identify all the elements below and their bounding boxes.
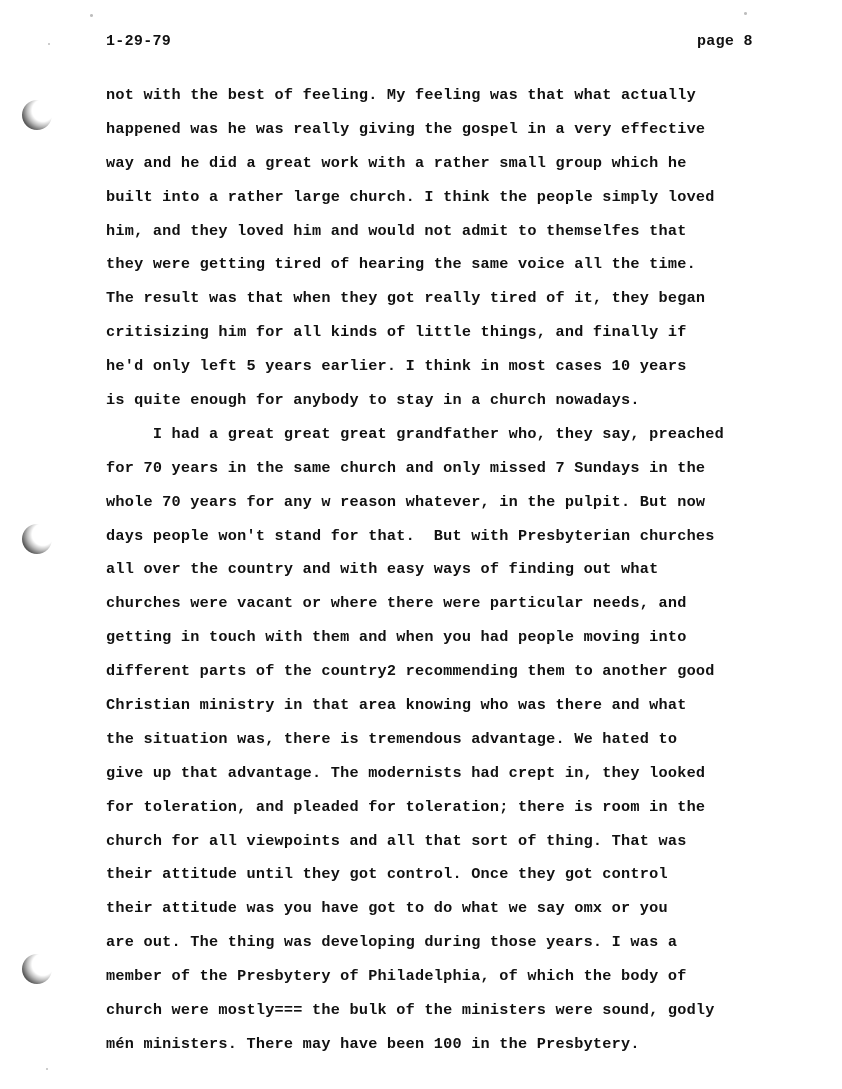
text-line: The result was that when they got really tired of it, they began <box>106 289 706 308</box>
text-line: Christian ministry in that area knowing who was there and what <box>106 696 687 715</box>
text-line: they were getting tired of hearing the same voice all the time. <box>106 255 696 274</box>
text-line: all over the country and with easy ways of finding out what <box>106 560 659 579</box>
text-line: whole 70 years for any w reason whatever, in the pulpit. But now <box>106 492 706 511</box>
text-line: he'd only left 5 years earlier. I think in most cases 10 years <box>106 357 687 376</box>
text-line: way and he did a great work with a rather small group which he <box>106 153 687 172</box>
transcript-body <box>106 79 816 1062</box>
text-line: getting in touch with them and when you had people moving into <box>106 628 687 647</box>
text-line: different parts of the country2 recommending them to another good <box>106 662 715 681</box>
text-line: built into a rather large church. I think the people simply loved <box>106 187 715 206</box>
punch-hole <box>22 100 52 130</box>
scan-speck <box>744 12 747 15</box>
text-line: I had a great great great grandfather who, they say, preached <box>106 424 725 443</box>
text-line: mén ministers. There may have been 100 in the Presbytery. <box>106 1034 640 1053</box>
text-line: for 70 years in the same church and only missed 7 Sundays in the <box>106 458 706 477</box>
punch-hole <box>22 954 52 984</box>
text-line: not with the best of feeling. My feeling was that what actually <box>106 86 696 104</box>
page-number: page 8 <box>697 33 753 50</box>
text-line: is quite enough for anybody to stay in a church nowadays. <box>106 391 640 410</box>
text-line: churches were vacant or where there were particular needs, and <box>106 594 687 613</box>
text-line: their attitude until they got control. Once they got control <box>106 865 668 884</box>
scan-speck <box>48 43 50 45</box>
text-line: member of the Presbytery of Philadelphia, of which the body of <box>106 967 687 986</box>
text-line: him, and they loved him and would not admit to themselfes that <box>106 221 687 240</box>
text-line: the situation was, there is tremendous advantage. We hated to <box>106 729 678 748</box>
page-date: 1-29-79 <box>106 33 172 50</box>
text-line: are out. The thing was developing during those years. I was a <box>106 933 678 952</box>
text-line: their attitude was you have got to do what we say omx or you <box>106 899 668 918</box>
text-line: give up that advantage. The modernists had crept in, they looked <box>106 763 706 782</box>
text-line: days people won't stand for that. But with Presbyterian churches <box>106 526 715 545</box>
scan-speck <box>90 14 93 17</box>
text-line: critisizing him for all kinds of little things, and finally if <box>106 323 687 342</box>
text-line: happened was he was really giving the gospel in a very effective <box>106 119 706 138</box>
punch-hole <box>22 524 52 554</box>
text-line: for toleration, and pleaded for toleration; there is room in the <box>106 797 706 816</box>
text-line: church for all viewpoints and all that sort of thing. That was <box>106 831 687 850</box>
text-line: church were mostly=== the bulk of the ministers were sound, godly <box>106 1001 715 1020</box>
scan-speck <box>46 1068 48 1070</box>
